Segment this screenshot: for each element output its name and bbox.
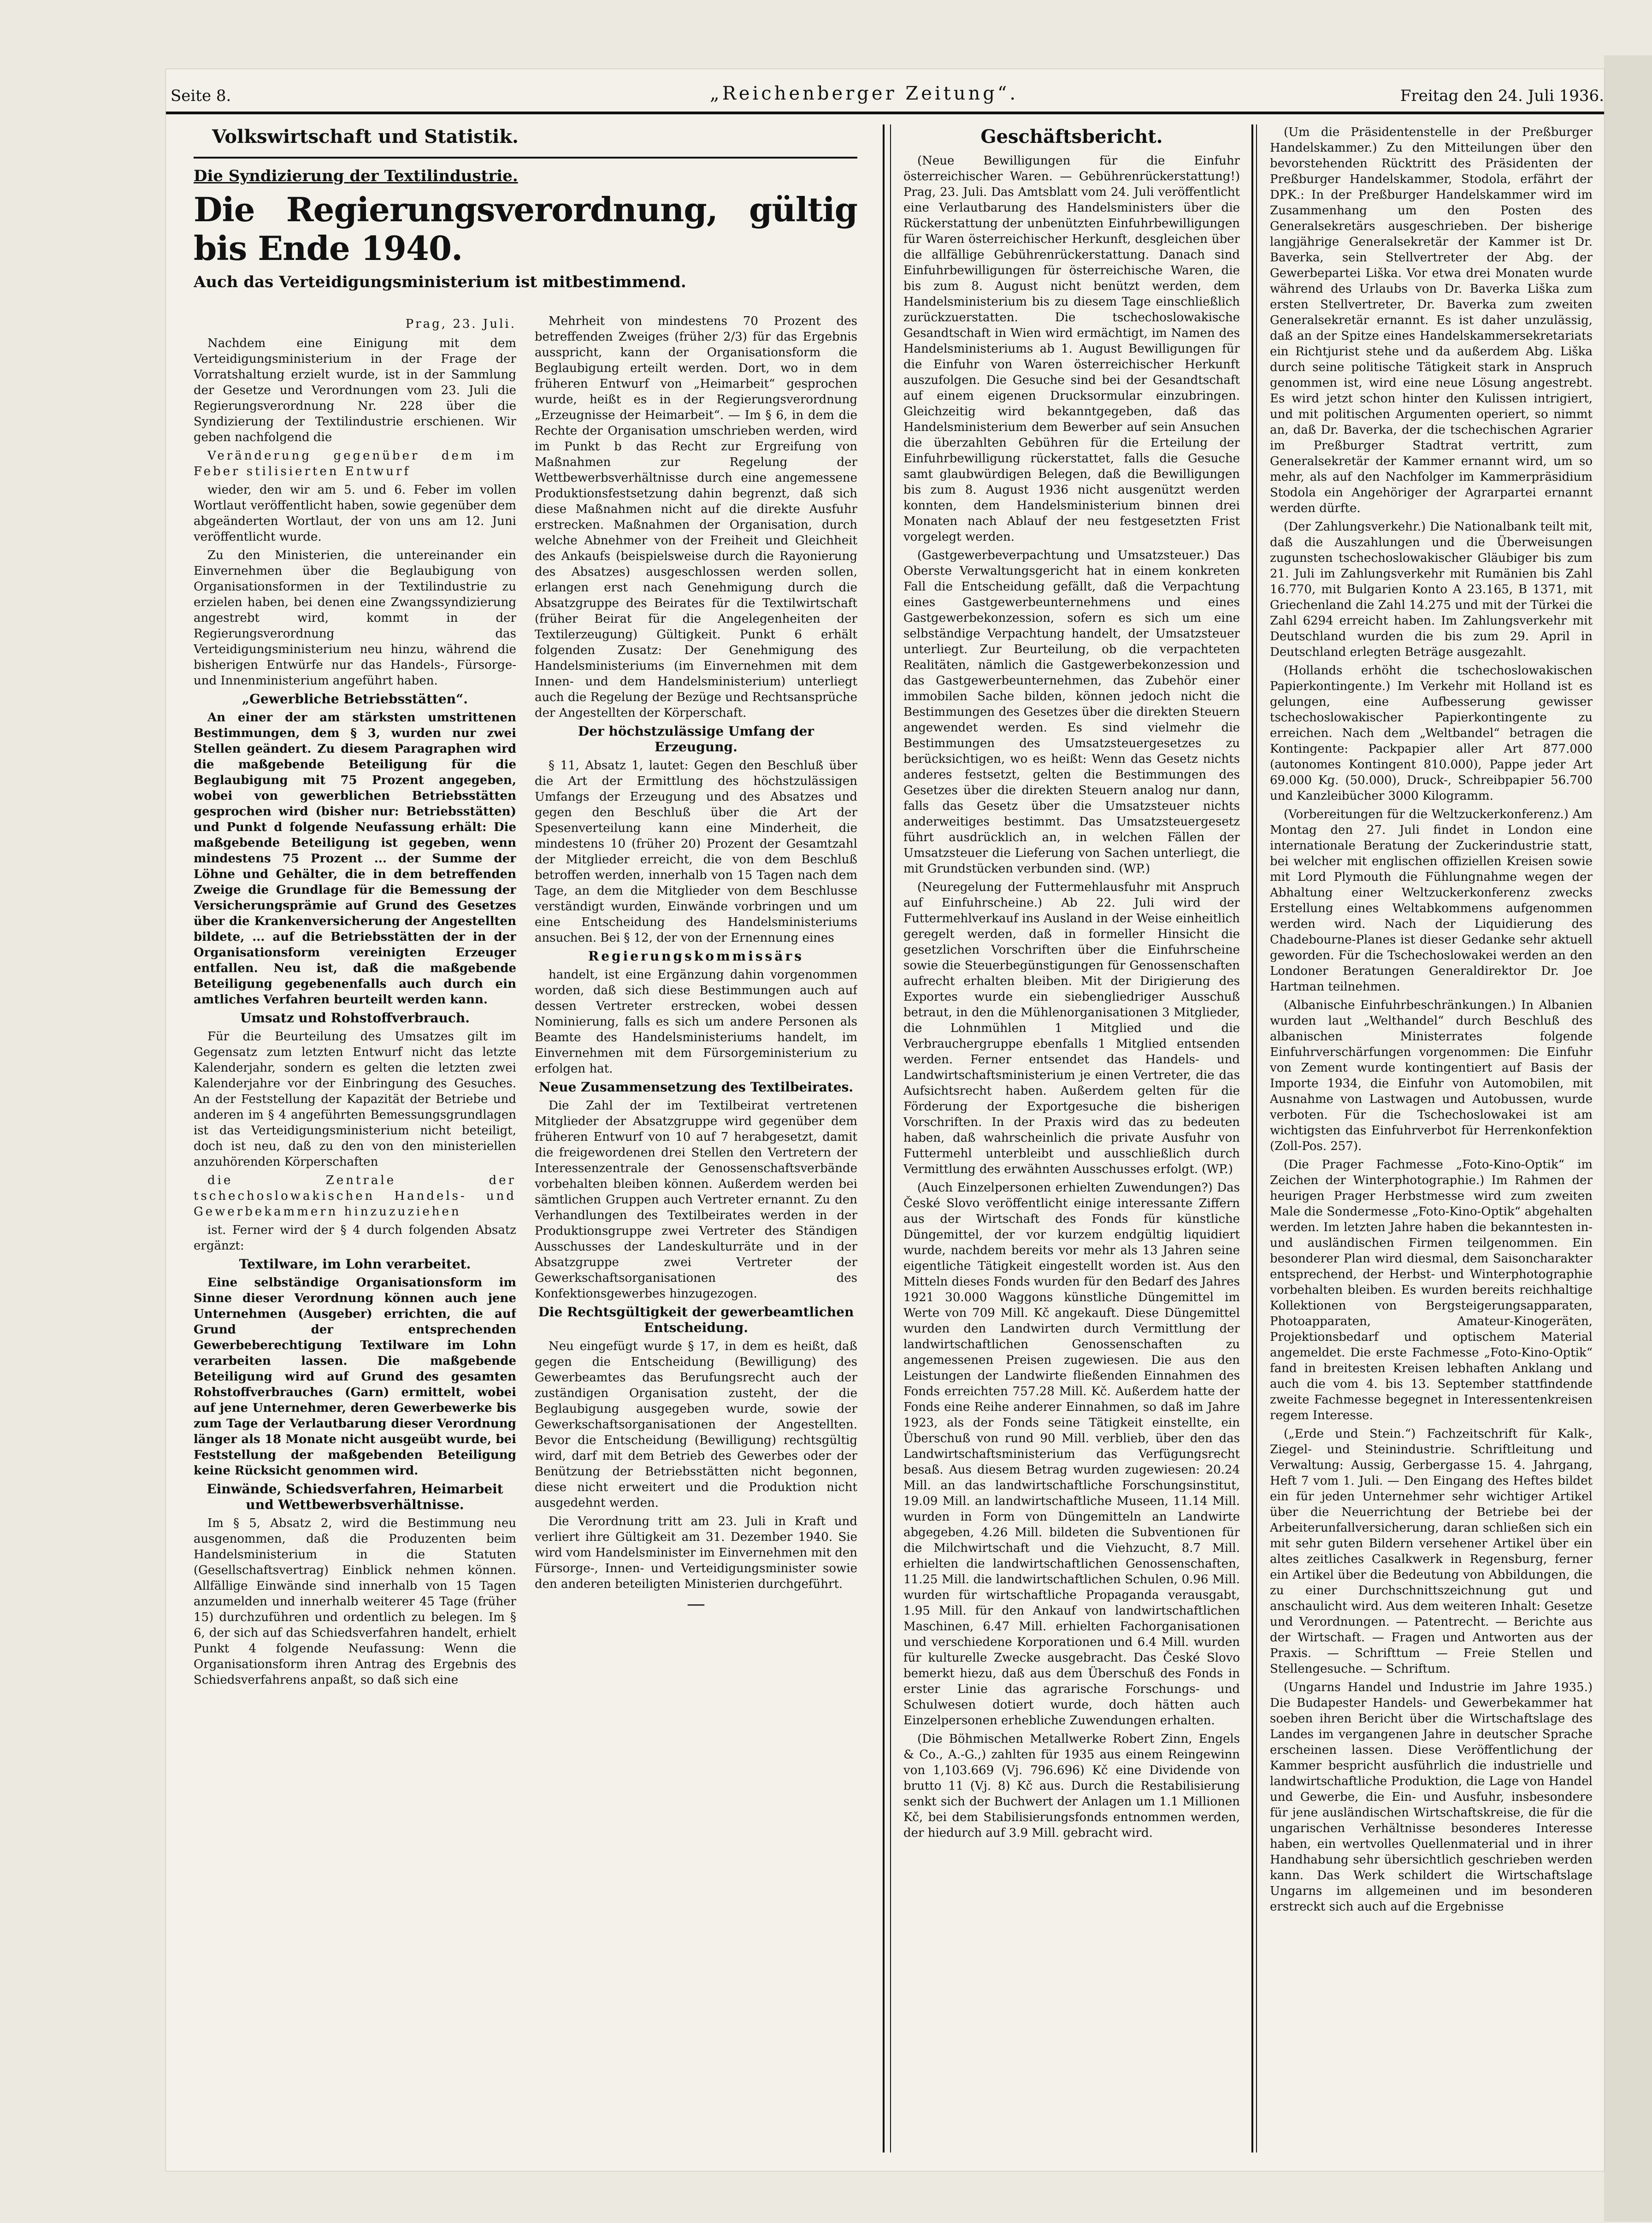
paragraph: ist. Ferner wird der § 4 durch folgenden Absatz ergänzt: bbox=[194, 1223, 516, 1253]
paragraph: wieder, den wir am 5. und 6. Feber im vollen Wortlaut veröffentlicht haben, sowie gegenüber dem abgeänderten Wortlaut, der von uns am 12. Juni veröffentlicht wurde. bbox=[194, 483, 516, 544]
issue-date: Freitag den 24. Juli 1936. bbox=[1400, 87, 1604, 105]
lead-headline: Die Regierungsverordnung, gültig bis Ende 1940. bbox=[194, 190, 857, 268]
newspaper-title: „Reichenberger Zeitung“. bbox=[710, 83, 1019, 104]
page-number: Seite 8. bbox=[171, 87, 231, 105]
paragraph: Neu eingefügt wurde § 17, in dem es heißt, daß gegen die Entscheidung (Bewilligung) des Gewerbeamtes das Berufungsrecht auch der zuständigen Organisation zusteht, der die Beglaubigung ausgegeben wurde, sowie der Gewerkschaftsorganisationen der Angestellten. Bevor die Entscheidung (Bewilligung) rechtsgültig wird, darf mit dem Betrieb des Gewerbes oder der Benützung der Betriebsstätten nicht begonnen, diese nicht erweitert und die Produktion nicht ausgedehnt werden. bbox=[535, 1339, 857, 1510]
section-title: Volkswirtschaft und Statistik. bbox=[212, 126, 519, 147]
business-column-2 bbox=[1270, 124, 1593, 2162]
dateline: Prag, 23. Juli. bbox=[405, 317, 516, 331]
news-item: (Vorbereitungen für die Weltzuckerkonferenz.) Am Montag den 27. Juli findet in London eine internationale Beratung der Zuckerindustrie statt, bei welcher mit englischen offiziellen Kreisen sowie mit Lord Plymouth die Fühlungnahme wegen der Abhaltung einer Weltzuckerkonferenz zwecks Erstellung eines Weltabkommens aufgenommen werden wird. Nach der Liquidierung des Chadebourne-Planes ist dieser Gedanke sehr aktuell geworden. Für die Tschechoslowakei werden an den Londoner Beratungen Generaldirektor Dr. Joe Hartman teilnehmen. bbox=[1270, 808, 1593, 994]
news-item: (Der Zahlungsverkehr.) Die Nationalbank teilt mit, daß die Auszahlungen und die Überweisungen zugunsten tschechoslowakischer Gläubiger bis zum 21. Juli im Zahlungsverkehr mit Rumänien bis Zahl 16.770, mit Bulgarien Konto A 23.165, B 1371, mit Griechenland die Zahl 14.275 und mit der Türkei die Zahl 6294 erreicht haben. Im Zahlungsverkehr mit Deutschland wurden die bis zum 29. April in Deutschland erlegten Beträge ausgezahlt. bbox=[1270, 520, 1593, 659]
section-title-box bbox=[184, 124, 876, 152]
business-title: Geschäftsbericht. bbox=[980, 126, 1163, 147]
paragraph: § 11, Absatz 1, lautet: Gegen den Beschluß über die Art der Ermittlung des höchstzulässigen Umfangs der Erzeugung und des Absatzes und gegen den Beschluß über die Art der Spesenverteilung kann eine Minderheit, die mindestens 10 (früher 20) Prozent der Gesamtzahl der Mitglieder erreicht, die von dem Beschluß betroffen werden, innerhalb von 15 Tagen nach dem Tage, an dem die Mitglieder von dem Beschlusse verständigt wurden, Einwände vorbringen und um eine Entscheidung des Handelsministeriums ansuchen. Bei § 12, der von der Ernennung eines bbox=[535, 759, 857, 945]
paragraph: Im § 5, Absatz 2, wird die Bestimmung neu ausgenommen, daß die Produzenten beim Handelsministerium in die Statuten (Gesellschaftsvertrag) Einblick nehmen können. Allfällige Einwände sind innerhalb von 15 Tagen anzumelden und innerhalb weiterer 45 Tage (früher 15) durchzuführen und ordentlich zu belegen. Im § 6, der sich auf das Schiedsverfahren handelt, erhielt Punkt 4 folgende Neufassung: Wenn die Organisationsform ihren Antrag des Ergebnis des Schiedsverfahrens anpaßt, so daß sich eine bbox=[194, 1516, 516, 1687]
news-item: (Gastgewerbeverpachtung und Umsatzsteuer.) Das Oberste Verwaltungsgericht hat in einem konkreten Fall die Entscheidung gefällt, daß die Verpachtung eines Gastgewerbeunternehmens und eines Gastgewerbekonzession, sofern es sich um eine selbständige Verpachtung handelt, der Umsatzsteuer unterliegt. Zur Beurteilung, ob die verpachteten Realitäten, nämlich die Gastgewerbekonzession und das Gastgewerbeunternehmen, das Zubehör einer immobilen Sache bilden, können jedoch nicht die Bestimmungen des Gesetzes über die direkten Steuern angewendet werden. Es sind vielmehr die Bestimmungen des Umsatzsteuergesetzes zu berücksichtigen, wo es heißt: Wenn das Gesetz nichts anderes festsetzt, gelten die Bestimmungen des Gesetzes über die direkten Steuern analog nur dann, falls das Gesetz über die Umsatzsteuer nichts anderweitiges bestimmt. Das Umsatzsteuergesetz führt ausdrücklich an, in welchen Fällen der Umsatzsteuer die Lieferung von Sachen unterliegt, die mit Grundstücken verbunden sind. (WP.) bbox=[903, 548, 1240, 876]
page-edge bbox=[1604, 55, 1652, 2222]
news-item: (Auch Einzelpersonen erhielten Zuwendungen?) Das České Slovo veröffentlicht einige interessante Ziffern aus der Wirtschaft des Fonds für künstliche Düngemittel, der vor kurzem endgültig liquidiert wurde, nachdem bereits vor mehr als 13 Jahren seine eigentliche Tätigkeit eingestellt worden ist. Aus den Mitteln dieses Fonds wurden für den Bedarf des Jahres 1921 30.000 Waggons künstliche Düngemittel im Werte von 709 Mill. Kč angekauft. Diese Düngemittel wurden den Landwirten durch Vermittlung der landwirtschaftlichen Genossenschaften zu angemessenen Preisen zugewiesen. Die aus den Leistungen der Landwirte fließenden Einnahmen des Fonds erreichten 757.28 Mill. Kč. Außerdem hatte der Fonds eine Reihe anderer Einnahmen, so daß im Jahre 1923, als der Fonds seine Tätigkeit einstellte, ein Überschuß von rund 90 Mill. verblieb, über den das Landwirtschaftsministerium das Verfügungsrecht besaß. Aus diesem Betrag wurden zugewiesen: 20.24 Mill. an das landwirtschaftliche Forschungsinstitut, 19.09 Mill. an landwirtschaftliche Museen, 11.14 Mill. wurden in Form von Düngemitteln an Landwirte abgegeben, 4.26 Mill. bildeten die Subventionen für die Milchwirtschaft und die Viehzucht, 8.7 Mill. erhielten die landwirtschaftlichen Genossenschaften, 11.25 Mill. die landwirtschaftlichen Schulen, 0.96 Mill. wurden für wirtschaftliche Propaganda verausgabt, 1.95 Mill. für den Ankauf von landwirtschaftlichen Maschinen, 6.47 Mill. erhielten Fachorganisationen und verschiedene Korporationen und 6.4 Mill. wurden für kulturelle Zwecke ausgebracht. Das České Slovo bemerkt hiezu, daß aus dem Überschuß des Fonds in erster Linie das agrarische Forschungs- und Schulwesen dotiert wurde, doch hätten auch Einzelpersonen erhebliche Zuwendungen erhalten. bbox=[903, 1181, 1240, 1728]
newspaper-page bbox=[166, 69, 1604, 2171]
paragraph: Die Zahl der im Textilbeirat vertretenen Mitglieder der Absatzgruppe wird gegenüber dem früheren Entwurf von 10 auf 7 herabgesetzt, damit die freigewordenen drei Stellen den Vertretern der Interessenzentrale der Genossenschaftsverbände vorbehalten bleiben können. Außerdem werden bei sämtlichen Gruppen auch Vertreter ernannt. Zu den Verhandlungen des Textilbeirates werden in der Produktionsgruppe zwei Vertreter des Ständigen Ausschusses der Landeskulturräte und in der Absatzgruppe zwei Vertreter der Gewerkschaftsorganisationen des Konfektionsgewerbes hinzugezogen. bbox=[535, 1099, 857, 1301]
column-rule bbox=[1251, 124, 1253, 2152]
paragraph: handelt, ist eine Ergänzung dahin vorgenommen worden, daß sich diese Bestimmungen auch auf dessen Vertreter erstrecken, wobei dessen Nominierung, falls es sich um andere Personen als Beamte des Handelsministeriums handelt, im Einvernehmen mit dem Fürsorgeministerium zu erfolgen hat. bbox=[535, 968, 857, 1076]
lead-subhead: Auch das Verteidigungsministerium ist mitbestimmend. bbox=[194, 273, 686, 291]
news-item: (Um die Präsidentenstelle in der Preßburger Handelskammer.) Zu den Mitteilungen über den bevorstehenden Rücktritt des Präsidenten der Preßburger Handelskammer, Stodola, erfährt der DPK.: In der Preßburger Handelskammer wird im Zusammenhang um den Posten des Generalsekretärs ausgeschrieben. Der bisherige langjährige Generalsekretär der Kammer ist Dr. Baverka, sein Stellvertreter der Abg. der Gewerbepartei Liška. Vor etwa drei Monaten wurde während des Urlaubs von Dr. Baverka Liška zum ersten Stellvertreter, Dr. Baverka zum zweiten Generalsekretär ernannt. Es ist daher unzulässig, daß an der Spitze eines Handelskammersekretariats ein Richtjurist stehe und da außerdem Abg. Liška durch seine politische Tätigkeit stark in Anspruch genommen ist, wird eine neue Lösung angestrebt. Es wird jetzt schon hinter den Kulissen intrigiert, und mit politischen Argumenten operiert, so nimmt an, daß Dr. Baverka, der die tschechischen Agrarier im Preßburger Stadtrat vertritt, zum Generalsekretär der Kammer ernannt wird, um so mehr, als auf den Nachfolger im Kammerpräsidium Stodola ein Angehöriger der Agrarpartei ernannt werden dürfte. bbox=[1270, 125, 1593, 515]
subheading: Neue Zusammensetzung des Textilbeirates. bbox=[538, 1079, 854, 1095]
emphasis-line: die Zentrale der tschechoslowakischen Handels- und Gewerbekammern hinzuzuziehen bbox=[194, 1173, 516, 1219]
column-rule bbox=[883, 124, 885, 2152]
column-rule bbox=[890, 124, 891, 2152]
page-header bbox=[166, 83, 1604, 111]
subheading: Umsatz und Rohstoffverbrauch. bbox=[240, 1010, 470, 1026]
subheading: Die Rechtsgültigkeit der gewerbeamtlichen Entscheidung. bbox=[538, 1304, 854, 1335]
news-item: („Erde und Stein.“) Fachzeitschrift für Kalk-, Ziegel- und Steinindustrie. Schriftleitung und Verwaltung: Aussig, Gerbergasse 15. 4. Jahrgang, Heft 7 vom 1. Juli. — Den Eingang des Heftes bildet ein für jeden Unternehmer sehr wichtiger Artikel über die Neuerrichtung der Betriebe bei der Arbeiterunfallversicherung, daran schließen sich ein mit sehr guten Bildern versehener Artikel über ein altes zeitliches Casalkwerk in Regensburg, ferner ein Artikel über die Bedeutung von Abbildungen, die zu einer Durchschnittszeichnung gut und anschaulicht wird. Aus dem weiteren Inhalt: Gesetze und Verordnungen. — Patentrecht. — Berichte aus der Wirtschaft. — Fragen und Antworten aus der Praxis. — Schrifttum — Freie Stellen und Stellengesuche. — Schriftum. bbox=[1270, 1427, 1593, 1676]
news-item: (Albanische Einfuhrbeschränkungen.) In Albanien wurden laut „Welthandel“ durch Beschluß des albanischen Ministerrates folgende Einfuhrverschärfungen vorgenommen: Die Einfuhr von Zement wurde kontingentiert auf Basis der Importe 1934, die Einfuhr von Automobilen, mit Ausnahme von Lastwagen und Autobussen, wurde verboten. Für die Tschechoslowakei ist am wichtigsten das Einfuhrverbot für Herrenkonfektion (Zoll-Pos. 257). bbox=[1270, 998, 1593, 1153]
lead-column-2 bbox=[535, 313, 857, 2157]
subheading: Der höchstzulässige Umfang der Erzeugung. bbox=[578, 724, 814, 755]
news-item: (Hollands erhöht die tschechoslowakischen Papierkontingente.) Im Verkehr mit Holland ist es gelungen, eine Aufbesserung gewisser tschechoslowakischer Papierkontingente zu erreichen. Nach dem „Weltbandel“ betragen die Kontingente: Packpapier aller Art 877.000 (autonomes Kontingent 810.000), Pappe jeder Art 69.000 Kg. (50.000), Druck-, Schreibpapier 56.700 und Kanzleibücher 3000 Kilogramm. bbox=[1270, 664, 1593, 803]
news-item: (Die Böhmischen Metallwerke Robert Zinn, Engels & Co., A.-G.,) zahlten für 1935 aus einem Reingewinn von 1,103.669 (Vj. 796.696) Kč eine Dividende von brutto 11 (Vj. 8) Kč aus. Durch die Restabilisierung senkt sich der Buchwert der Anlagen um 1.1 Millionen Kč, bei dem Stabilisierungsfonds entnommen werden, der hiedurch auf 3.9 Mill. gebracht wird. bbox=[903, 1732, 1240, 1840]
subheading: Regierungskommissärs bbox=[588, 949, 804, 964]
paragraph: Eine selbständige Organisationsform im Sinne dieser Verordnung können auch jene Unternehmen (Ausgeber) errichten, die auf Grund der entsprechenden Gewerbeberechtigung Textilware im Lohn verarbeiten lassen. Die maßgebende Beteiligung wird auf Grund des gesamten Rohstoffverbrauches (Garn) ermittelt, wobei auf jene Unternehmer, deren Gewerbewerke bis zum Tage der Verlautbarung dieser Verordnung länger als 18 Monate nicht ausgeübt wurde, bei Feststellung der maßgebenden Beteiligung keine Rücksicht genommen wird. bbox=[194, 1276, 516, 1478]
paragraph: An einer der am stärksten umstrittenen Bestimmungen, dem § 3, wurden nur zwei Stellen geändert. Zu diesem Paragraphen wird die maßgebende Beteiligung für die Beglaubigung mit 75 Prozent angegeben, wobei von gewerblichen Betriebsstätten gesprochen wird (bisher nur: Betriebsstätten) und Punkt d folgende Neufassung erhält: Die maßgebende Beteiligung ist gegeben, wenn mindestens 75 Prozent ... der Summe der Löhne und Gehälter, die in dem betreffenden Zweige die Grundlage für die Bemessung der Versicherungsprämie auf Grund des Gesetzes über die Krankenversicherung der Angestellten bildete, ... auf die Betriebsstätten der in der Organisationsform vereinigten Erzeuger entfallen. Neu ist, daß die maßgebende Beteiligung gegebenenfalls auch durch ein amtliches Verfahren beurteilt werden kann. bbox=[194, 711, 516, 1007]
paragraph: Mehrheit von mindestens 70 Prozent des betreffenden Zweiges (früher 2/3) für das Ergebnis ausspricht, kann der Organisationsform die Beglaubigung erteilt werden. Dort, wo in dem früheren Entwurf von „Heimarbeit“ gesprochen wurde, heißt es in der Regierungsverordnung „Erzeugnisse der Heimarbeit“. — Im § 6, in dem die Rechte der Organisation umschrieben werden, wird im Punkt b das Recht zur Ergreifung von Maßnahmen zur Regelung der Wettbewerbsverhältnisse durch eine angemessene Produktionsfestsetzung dahin begrenzt, daß sich diese Maßnahmen nicht auf die direkte Ausfuhr erstrecken. Maßnahmen der Organisation, durch welche Abnehmer von der Freiheit und Gleichheit des Ankaufs (beispielsweise durch die Rayonierung des Absatzes) ausgeschlossen werden sollen, erlangen erst nach Genehmigung durch die Absatzgruppe des Beirates für die Textilwirtschaft (früher Beirat für die Angelegenheiten der Textilerzeugung) Gültigkeit. Punkt 6 erhält folgenden Zusatz: Der Genehmigung des Handelsministeriums (im Einvernehmen mit dem Innen- und dem Handelsministerium) unterliegt auch die Regelung der Bezüge und Rechtsansprüche der Angestellten der Körperschaft. bbox=[535, 314, 857, 720]
paragraph: Für die Beurteilung des Umsatzes gilt im Gegensatz zum letzten Entwurf nicht das letzte Kalenderjahr, sondern es gelten die letzten zwei Kalenderjahre vor der Einbringung des Gesuches. An der Feststellung der Kapazität der Betriebe und anderen im § 4 angeführten Bemessungsgrundlagen ist das Verteidigungsministerium nicht beteiligt, doch ist neu, daß zu den von den ministeriellen anzuhörenden Körperschaften bbox=[194, 1030, 516, 1169]
paragraph: Nachdem eine Einigung mit dem Verteidigungsministerium in der Frage der Vorratshaltung erzielt wurde, ist in der Sammlung der Gesetze und Verordnungen vom 23. Juli die Regierungsverordnung Nr. 228 über die Syndizierung der Textilindustrie erschienen. Wir geben nachfolgend die bbox=[194, 336, 516, 444]
end-mark: — bbox=[687, 1593, 705, 1615]
column-rule bbox=[1256, 124, 1257, 2152]
paragraph: Die Verordnung tritt am 23. Juli in Kraft und verliert ihre Gültigkeit am 31. Dezember 1940. Sie wird vom Handelsminister im Einvernehmen mit den Fürsorge-, Innen- und Verteidigungsminister sowie den anderen beteiligten Ministerien durchgeführt. bbox=[535, 1515, 857, 1591]
news-item: (Ungarns Handel und Industrie im Jahre 1935.) Die Budapester Handels- und Gewerbekammer hat soeben ihren Bericht über die Wirtschaftslage des Landes im vergangenen Jahre in deutscher Sprache erscheinen lassen. Diese Veröffentlichung der Kammer bespricht ausführlich die industrielle und landwirtschaftliche Produktion, die Lage von Handel und Gewerbe, die Ein- und Ausfuhr, insbesondere für jene ausländischen Wirtschaftskreise, die für die ungarischen Verhältnisse besonderes Interesse haben, ein wertvolles Quellenmaterial und in ihrer Handhabung sehr übersichtlich geschrieben werden kann. Das Werk schildert die Wirtschaftslage Ungarns im allgemeinen und im besonderen erstreckt sich auch auf die Ergebnisse bbox=[1270, 1681, 1593, 1914]
header-rule bbox=[166, 112, 1604, 114]
paragraph: Zu den Ministerien, die untereinander ein Einvernehmen über die Beglaubigung von Organisationsformen in der Textilindustrie zu erzielen haben, bei denen eine Zwangssyndizierung angestrebt wird, kommt in der Regierungsverordnung das Verteidigungsministerium neu hinzu, während die bisherigen Entwürfe nur das Handels-, Fürsorge- und Innenministerium angeführt haben. bbox=[194, 548, 516, 688]
lead-column-1 bbox=[194, 313, 516, 2157]
news-item: (Neue Bewilligungen für die Einfuhr österreichischer Waren. — Gebührenrückerstattung!) Prag, 23. Juli. Das Amtsblatt vom 24. Juli veröffentlicht eine Verlautbarung des Handelsministers über die Rückerstattung der unbenützten Einfuhrbewilligungen für Waren österreichischer Herkunft, desgleichen über die allfällige Gebührenrückerstattung. Danach sind Einfuhrbewilligungen für österreichische Waren, die bis zum 8. August nicht benützt werden, dem Handelsministerium bis zu diesem Tage einschließlich zurückzuerstatten. Die tschechoslowakische Gesandtschaft in Wien wird ermächtigt, im Namen des Handelsministeriums ab 1. August Bewilligungen für die Einfuhr von Waren österreichischer Herkunft auszufolgen. Die Gesuche sind bei der Gesandtschaft auf einem eigenen Drucksormular einzubringen. Gleichzeitig wird bekanntgegeben, daß das Handelsministerium dem Bewerber auf sein Ansuchen die überzahlten Gebühren für die Erteilung der Einfuhrbewilligung rückerstattet, falls die Gesuche samt glaubwürdigen Belegen, daß die Bewilligungen bis zum 8. August 1936 nicht ausgenützt werden konnten, dem Handelsministerium binnen drei Monaten nach Ablauf der neu festgesetzten Frist vorgelegt werden. bbox=[903, 154, 1240, 544]
lead-kicker: Die Syndizierung der Textilindustrie. bbox=[194, 167, 518, 185]
subheading: Textilware, im Lohn verarbeitet. bbox=[239, 1256, 471, 1272]
business-column bbox=[903, 124, 1240, 2162]
section-rule bbox=[194, 157, 857, 159]
emphasis-line: Veränderung gegenüber dem im Feber stilisierten Entwurf bbox=[194, 449, 516, 478]
lead-heading bbox=[194, 164, 857, 311]
news-item: (Neuregelung der Futtermehlausfuhr mit Anspruch auf Einfuhrscheine.) Ab 22. Juli wird der Futtermehlverkauf ins Ausland in der Weise einheitlich geregelt werden, daß in formeller Hinsicht die gesetzlichen Vorschriften über die Einfuhrscheine sowie die Steuerbegünstigungen für Genossenschaften aufrecht erhalten bleiben. Mit der Dirigierung des Exportes wurde ein siebengliedriger Ausschuß betraut, in den die Mühlenorganisationen 3 Mitglieder, die Lohnmühlen 1 Mitglied und die Verbrauchergruppe ebenfalls 1 Mitglied entsenden werden. Ferner entsendet das Handels- und Landwirtschaftsministerium je einen Vertreter, die das Aufsichtsrecht haben. Außerdem gelten für die Förderung der Exportgesuche die bisherigen Vorschriften. In der Praxis wird das zu bedeuten haben, daß wahrscheinlich die private Ausfuhr von Futtermehl unterbleibt und ausschließlich durch Vermittlung des erwähnten Ausschusses erfolgt. (WP.) bbox=[903, 880, 1240, 1176]
subheading: „Gewerbliche Betriebsstätten“. bbox=[242, 691, 468, 707]
subheading: Einwände, Schiedsverfahren, Heimarbeit und Wettbewerbsverhältnisse. bbox=[206, 1481, 503, 1512]
news-item: (Die Prager Fachmesse „Foto-Kino-Optik“ im Zeichen der Winterphotographie.) Im Rahmen der heurigen Prager Herbstmesse wird zum zweiten Male die Sondermesse „Foto-Kino-Optik“ abgehalten werden. Im letzten Jahre haben die bekanntesten in- und ausländischen Firmen teilgenommen. Ein besonderer Plan wird diesmal, dem Saisoncharakter entsprechend, der Herbst- und Winterphotographie vorbehalten bleiben. Es wurden bereits reichhaltige Kollektionen von Bergsteigerungsapparaten, Photoapparaten, Amateur-Kinogeräten, Projektionsbedarf und optischem Material angemeldet. Die erste Fachmesse „Foto-Kino-Optik“ fand in breitesten Kreisen lebhaften Anklang und auch die vom 4. bis 13. September stattfindende zweite Fachmesse begegnet in Interessentenkreisen regem Interesse. bbox=[1270, 1158, 1593, 1422]
